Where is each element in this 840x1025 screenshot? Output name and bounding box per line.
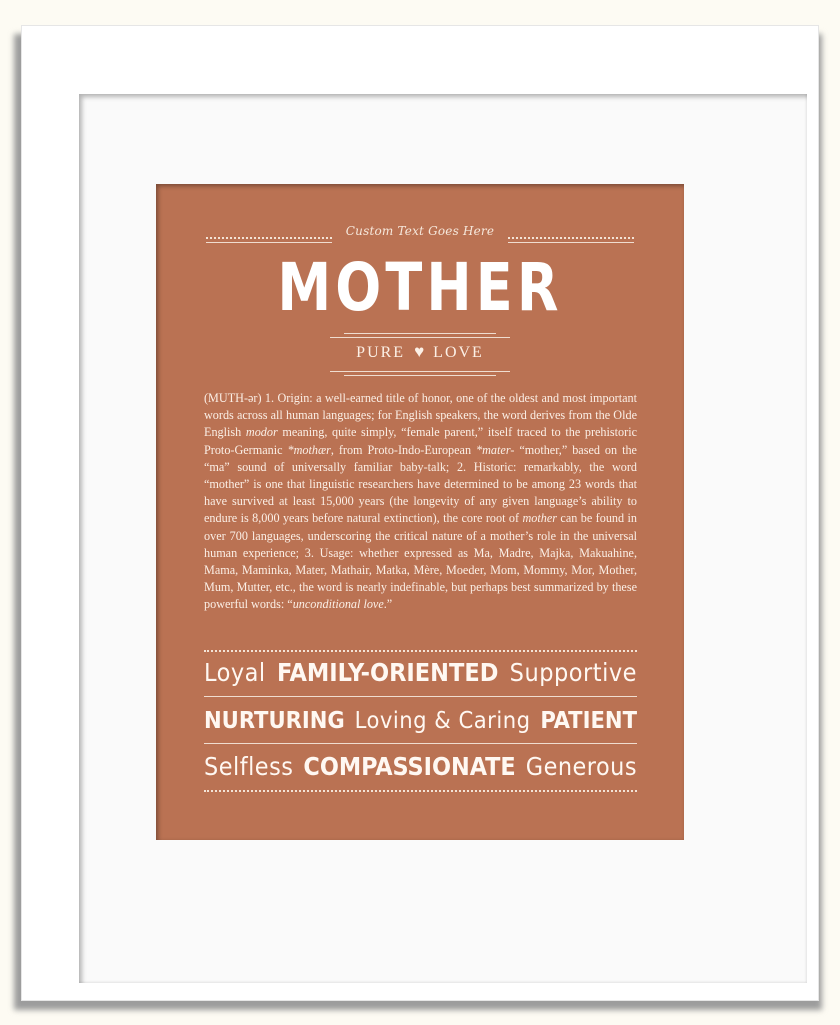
custom-text: Custom Text Goes Here: [345, 224, 495, 238]
definition-italic: unconditional love: [292, 597, 384, 612]
definition-part: , from Proto-Indo-European: [330, 442, 477, 457]
word-loyal: Loyal: [204, 658, 266, 687]
word-patient: PATIENT: [540, 706, 637, 734]
definition-italic: *mothær: [287, 442, 331, 457]
definition-part: (MUTH-ər) 1. Origin: a well-earned title of honor, one of the oldest and most important words across all human languages; for English speakers, the word derives from the Olde English: [204, 391, 637, 440]
word-row-2: [204, 704, 637, 736]
definition-text: [204, 390, 637, 614]
words-dotted-rule-top: [204, 650, 637, 652]
subtitle-rule-top-2: [330, 337, 510, 338]
words-rule-2: [204, 743, 637, 744]
word-supportive: Supportive: [509, 658, 637, 687]
word-compassionate: COMPASSIONATE: [303, 752, 516, 781]
art-print: [156, 184, 684, 840]
heart-icon: ♥: [414, 342, 425, 361]
subtitle-pure: PURE: [356, 344, 406, 361]
subtitle-rule-top-1: [344, 333, 496, 334]
definition-italic: *mater-: [476, 442, 515, 457]
subtitle-love: LOVE: [433, 344, 484, 361]
definition-italic: mother: [522, 511, 557, 526]
word-selfless: Selfless: [204, 752, 294, 781]
word-nurturing: NURTURING: [204, 706, 345, 734]
definition-italic: modor: [245, 425, 278, 440]
definition-part: “mother,” based on the “ma” sound of universally familiar baby-talk; 2. Historic: remarkably, the word “mother” is one that linguistic researchers have determined to be among 23 words that have survived at least 15,000 years (the longevity of any given language’s ability to endure is 8,000 years before natural extinction), the core root of: [204, 442, 637, 526]
word-row-1: [204, 657, 637, 689]
subtitle-rule-bottom-1: [330, 371, 510, 372]
word-loving-caring: Loving & Caring: [354, 706, 531, 734]
word-family-oriented: FAMILY-ORIENTED: [276, 658, 499, 687]
definition-part: meaning, quite simply, “female parent,” itself traced to the prehistoric Proto-Germanic: [204, 425, 637, 457]
subtitle: [156, 342, 684, 362]
top-left-rule: [206, 242, 332, 243]
word-generous: Generous: [525, 752, 637, 781]
words-dotted-rule-bottom: [204, 790, 637, 792]
subtitle-rule-bottom-2: [344, 375, 496, 376]
word-row-3: [204, 751, 637, 783]
definition-part: can be found in over 700 languages, underscoring the critical nature of a mother’s role in the universal human experience; 3. Usage: whether expressed as Ma, Madre, Majka, Makuahine, Mama, Maminka, Mater, Mathair, Matka, Mère, Moeder, Mom, Mommy, Mor, Mother, Mum, Mutter, etc., the word is nearly indefinable, but perhaps best summarized by these powerful words: “: [204, 511, 637, 612]
top-right-rule: [508, 242, 634, 243]
definition-part: .”: [383, 597, 393, 612]
page-title: MOTHER: [277, 249, 563, 326]
words-rule-1: [204, 696, 637, 697]
